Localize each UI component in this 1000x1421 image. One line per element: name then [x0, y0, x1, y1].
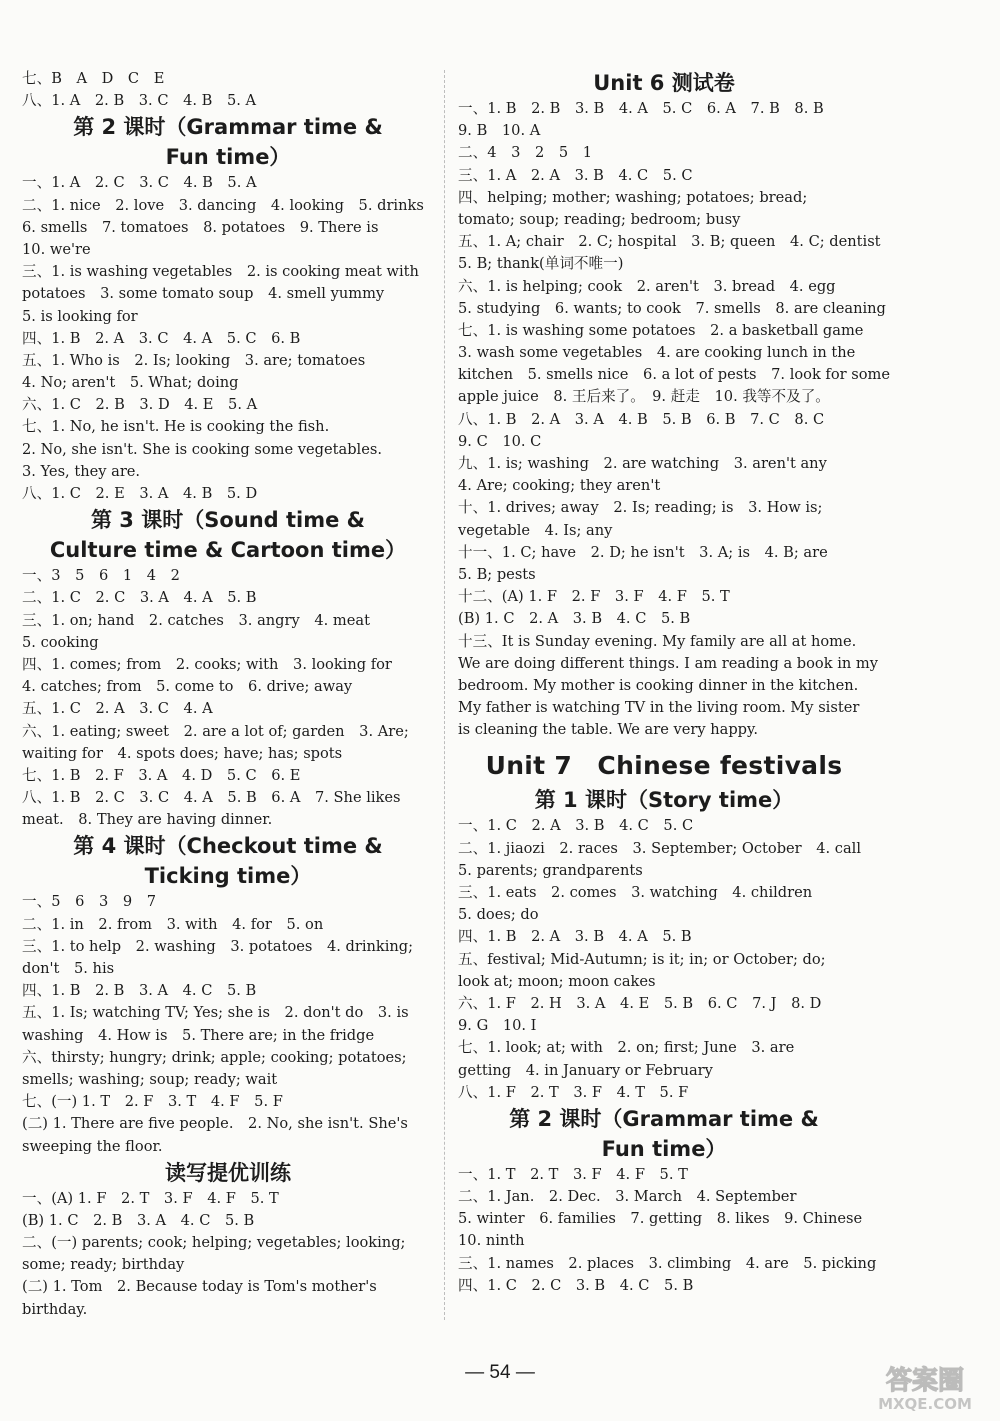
answer-line: 四、1. comes; from 2. cooks; with 3. looking for: [22, 655, 392, 673]
answer-line: 一、5 6 3 9 7: [22, 893, 156, 911]
page-number: — 54 —: [465, 1362, 535, 1383]
answer-line: 5. parents; grandparents: [458, 861, 643, 879]
answer-line: 十一、1. C; have 2. D; he isn't 3. A; is 4. B; are: [458, 543, 828, 561]
answer-line: 3. Yes, they are.: [22, 462, 141, 480]
answer-line: 五、1. C 2. A 3. C 4. A: [22, 700, 213, 718]
answer-line: 一、1. C 2. A 3. B 4. C 5. C: [458, 817, 694, 835]
answer-line: 5. does; do: [458, 906, 539, 924]
answer-line: 八、1. F 2. T 3. F 4. T 5. F: [458, 1083, 689, 1101]
answer-line: look at; moon; moon cakes: [458, 972, 656, 990]
section-heading: 第 4 课时（Checkout time &: [73, 834, 383, 859]
answer-line: 十二、(A) 1. F 2. F 3. F 4. F 5. T: [458, 588, 730, 606]
answer-line: 五、1. Is; watching TV; Yes; she is 2. don't do 3. is: [22, 1004, 409, 1022]
answer-line: washing 4. How is 5. There are; in the fridge: [22, 1026, 375, 1044]
answer-line: don't 5. his: [22, 960, 115, 977]
answer-line: 5. winter 6. families 7. getting 8. likes 9. Chinese: [458, 1210, 863, 1228]
answer-line: 八、1. C 2. E 3. A 4. B 5. D: [22, 485, 258, 502]
answer-line: 二、1. in 2. from 3. with 4. for 5. on: [22, 915, 324, 933]
watermark-title: 答案圈: [885, 1366, 965, 1396]
answer-line: some; ready; birthday: [22, 1256, 185, 1274]
unit-title: Unit 7 Chinese festivals: [485, 751, 843, 781]
answer-line: 一、1. A 2. C 3. C 4. B 5. A: [22, 174, 257, 192]
answer-line: 七、(一) 1. T 2. F 3. T 4. F 5. F: [22, 1093, 283, 1111]
answer-line: 一、(A) 1. F 2. T 3. F 4. F 5. T: [22, 1189, 279, 1207]
answer-line: 一、1. T 2. T 3. F 4. F 5. T: [458, 1165, 688, 1183]
column-divider: [444, 70, 445, 1320]
answer-line: 4. No; aren't 5. What; doing: [22, 374, 239, 392]
answer-line: 四、1. B 2. A 3. C 4. A 5. C 6. B: [22, 329, 301, 347]
answer-line: 三、1. is washing vegetables 2. is cooking meat with: [22, 263, 419, 281]
answer-line: 五、1. Who is 2. Is; looking 3. are; tomatoes: [22, 351, 366, 369]
answer-line: 二、1. Jan. 2. Dec. 3. March 4. September: [458, 1188, 797, 1206]
answer-line: 5. cooking: [22, 633, 99, 651]
answer-line: 七、1. look; at; with 2. on; first; June 3. are: [458, 1039, 795, 1057]
answer-line: 二、1. jiaozi 2. races 3. September; October 4. call: [458, 839, 862, 857]
answer-line: (二) 1. There are five people. 2. No, she isn't. She's: [22, 1115, 408, 1133]
answer-line: 三、1. to help 2. washing 3. potatoes 4. drinking;: [22, 937, 414, 955]
answer-line: 五、1. A; chair 2. C; hospital 3. B; queen 4. C; dentist: [458, 233, 881, 251]
answer-line: 三、1. eats 2. comes 3. watching 4. children: [458, 884, 813, 901]
answer-line: 十三、It is Sunday evening. My family are all at home.: [458, 632, 857, 650]
answer-line: 4. Are; cooking; they aren't: [458, 477, 661, 495]
answer-line: 六、1. C 2. B 3. D 4. E 5. A: [22, 396, 258, 414]
section-heading: Ticking time）: [144, 864, 312, 889]
answer-line: sweeping the floor.: [22, 1137, 163, 1155]
answer-line: 二、(一) parents; cook; helping; vegetables; looking;: [22, 1234, 406, 1252]
answer-line: 5. studying 6. wants; to cook 7. smells 8. are cleaning: [458, 299, 886, 317]
answer-line: 八、1. B 2. C 3. C 4. A 5. B 6. A 7. She likes: [22, 789, 401, 807]
answer-line: 六、1. eating; sweet 2. are a lot of; garden 3. Are;: [22, 722, 409, 740]
section-heading: Fun time）: [165, 145, 291, 170]
answer-line: 2. No, she isn't. She is cooking some vegetables.: [22, 440, 382, 458]
answer-line: 七、B A D C E: [22, 70, 165, 87]
answer-line: 四、1. B 2. A 3. B 4. A 5. B: [458, 928, 692, 946]
answer-line: 八、1. B 2. A 3. A 4. B 5. B 6. B 7. C 8. C: [458, 410, 825, 428]
answer-line: 五、festival; Mid-Autumn; is it; in; or October; do;: [458, 950, 826, 968]
answer-line: kitchen 5. smells nice 6. a lot of pests 7. look for some: [458, 366, 890, 384]
answer-line: 3. wash some vegetables 4. are cooking lunch in the: [458, 344, 856, 362]
answer-line: smells; washing; soup; ready; wait: [22, 1070, 278, 1088]
answer-line: waiting for 4. spots does; have; has; spots: [22, 744, 343, 762]
answer-line: (二) 1. Tom 2. Because today is Tom's mother's: [22, 1278, 377, 1296]
answer-line: 四、1. B 2. B 3. A 4. C 5. B: [22, 982, 257, 1000]
answer-line: 二、1. nice 2. love 3. dancing 4. looking 5. drinks: [22, 196, 424, 214]
answer-line: 七、1. No, he isn't. He is cooking the fish.: [22, 418, 330, 436]
answer-line: 5. B; pests: [458, 565, 536, 583]
answer-line: getting 4. in January or February: [458, 1061, 713, 1079]
answer-line: 八、1. A 2. B 3. C 4. B 5. A: [22, 92, 257, 110]
answer-line: 6. smells 7. tomatoes 8. potatoes 9. There is: [22, 218, 379, 236]
answer-line: 六、1. is helping; cook 2. aren't 3. bread 4. egg: [458, 277, 836, 295]
answer-line: vegetable 4. Is; any: [458, 521, 613, 539]
answer-line: 七、1. B 2. F 3. A 4. D 5. C 6. E: [22, 766, 301, 784]
section-heading: 第 2 课时（Grammar time &: [509, 1106, 819, 1131]
right-column: [458, 68, 890, 1297]
answer-line: 三、1. on; hand 2. catches 3. angry 4. meat: [22, 611, 370, 629]
answer-line: 四、1. C 2. C 3. B 4. C 5. B: [458, 1276, 694, 1294]
answer-line: 一、3 5 6 1 4 2: [22, 567, 180, 585]
answer-line: 四、helping; mother; washing; potatoes; bread;: [458, 188, 808, 206]
answer-line: 二、1. C 2. C 3. A 4. A 5. B: [22, 589, 257, 607]
section-heading: Unit 6 测试卷: [593, 71, 735, 95]
answer-line: 七、1. is washing some potatoes 2. a basketball game: [458, 321, 864, 339]
section-heading: Fun time）: [601, 1136, 727, 1161]
section-heading: 读写提优训练: [165, 1160, 291, 1185]
answer-line: 六、thirsty; hungry; drink; apple; cooking; potatoes;: [22, 1048, 407, 1066]
answer-line: We are doing different things. I am reading a book in my: [458, 654, 878, 672]
answer-line: (B) 1. C 2. A 3. B 4. C 5. B: [458, 610, 691, 628]
section-heading: 第 3 课时（Sound time &: [90, 508, 365, 533]
answer-line: 三、1. A 2. A 3. B 4. C 5. C: [458, 166, 693, 184]
answer-line: 9. B 10. A: [458, 122, 541, 140]
answer-line: 9. G 10. I: [458, 1017, 537, 1035]
section-heading: 第 1 课时（Story time）: [534, 788, 794, 813]
left-column: [22, 68, 434, 1321]
answer-line: 三、1. names 2. places 3. climbing 4. are 5. picking: [458, 1254, 877, 1272]
answer-line: meat. 8. They are having dinner.: [22, 811, 273, 829]
section-heading: Culture time & Cartoon time）: [49, 538, 407, 563]
answer-line: 十、1. drives; away 2. Is; reading; is 3. How is;: [458, 499, 823, 517]
answer-line: tomato; soup; reading; bedroom; busy: [458, 210, 741, 228]
answer-line: 10. we're: [22, 240, 91, 258]
watermark-logo: [860, 1355, 990, 1415]
answer-line: potatoes 3. some tomato soup 4. smell yummy: [22, 285, 385, 303]
answer-line: My father is watching TV in the living room. My sister: [458, 699, 860, 717]
answer-line: is cleaning the table. We are very happy.: [458, 721, 758, 739]
answer-line: 二、4 3 2 5 1: [458, 144, 592, 162]
answer-line: 六、1. F 2. H 3. A 4. E 5. B 6. C 7. J 8. D: [458, 994, 822, 1012]
answer-line: 一、1. B 2. B 3. B 4. A 5. C 6. A 7. B 8. B: [458, 100, 824, 117]
section-heading: 第 2 课时（Grammar time &: [73, 115, 383, 140]
answer-line: 九、1. is; washing 2. are watching 3. aren't any: [458, 455, 827, 472]
answer-line: (B) 1. C 2. B 3. A 4. C 5. B: [22, 1211, 255, 1229]
answer-line: 5. is looking for: [22, 307, 138, 325]
watermark-url: MXQE.COM: [878, 1395, 972, 1413]
answer-line: birthday.: [22, 1300, 88, 1318]
answer-line: 9. C 10. C: [458, 432, 542, 450]
answer-line: bedroom. My mother is cooking dinner in the kitchen.: [458, 676, 859, 694]
answer-line: 5. B; thank(单词不唯一): [458, 255, 624, 273]
answer-line: 4. catches; from 5. come to 6. drive; away: [22, 678, 353, 696]
answer-line: 10. ninth: [458, 1232, 525, 1250]
answer-line: apple juice 8. 王后来了。 9. 赶走 10. 我等不及了。: [458, 388, 830, 406]
